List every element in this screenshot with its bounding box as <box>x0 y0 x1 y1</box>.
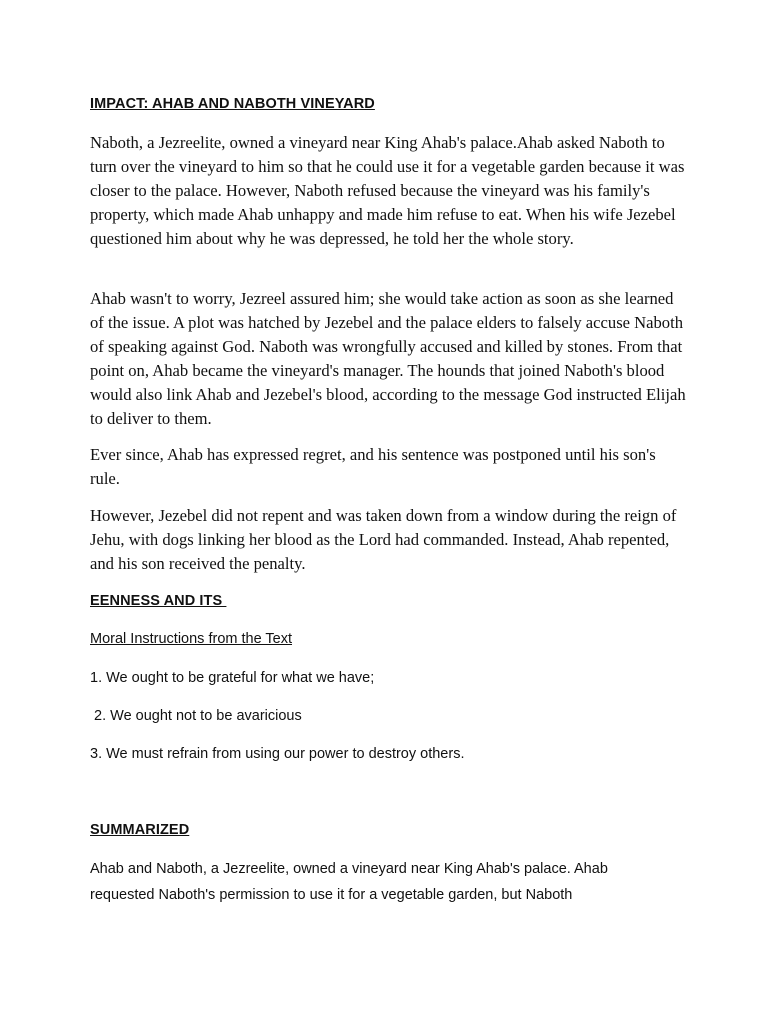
paragraph-1: Naboth, a Jezreelite, owned a vineyard near King Ahab's palace.Ahab asked Naboth to turn over the vineyard to him so that he could use it for a vegetable garden because it was closer to the palace. However, Naboth refused because the vineyard was his family's property, which made Ahab unhappy and made him refuse to eat. When his wife Jezebel questioned him about why he was depressed, he told her the whole story. <box>90 133 685 248</box>
section-heading-summarized: SUMMARIZED <box>90 822 190 838</box>
paragraph-3: Ever since, Ahab has expressed regret, and his sentence was postponed until his son's rule. <box>90 445 656 488</box>
section-heading-impact: IMPACT: AHAB AND NABOTH VINEYARD <box>90 96 375 112</box>
list-item: 3. We must refrain from using our power to destroy others. <box>90 746 465 762</box>
moral-instructions-subheading: Moral Instructions from the Text <box>90 631 293 647</box>
list-item: 2. We ought not to be avaricious <box>90 708 302 724</box>
list-item: 1. We ought to be grateful for what we have; <box>90 670 375 686</box>
summary-paragraph: Ahab and Naboth, a Jezreelite, owned a vineyard near King Ahab's palace. Ahab requested Naboth's permission to use it for a vegetable garden, but Naboth <box>90 861 608 903</box>
paragraph-4: However, Jezebel did not repent and was taken down from a window during the reign of Jehu, with dogs linking her blood as the Lord had commanded. Instead, Ahab repented, and his son received the penalty. <box>90 506 677 573</box>
section-heading-eenness: EENNESS AND ITS <box>90 593 227 609</box>
paragraph-2: Ahab wasn't to worry, Jezreel assured him; she would take action as soon as she learned of the issue. A plot was hatched by Jezebel and the palace elders to falsely accuse Naboth of speaking against God. Naboth was wrongfully accused and killed by stones. From that point on, Ahab became the vineyard's manager. The hounds that joined Naboth's blood would also link Ahab and Jezebel's blood, according to the message God instructed Elijah to deliver to them. <box>90 289 686 428</box>
